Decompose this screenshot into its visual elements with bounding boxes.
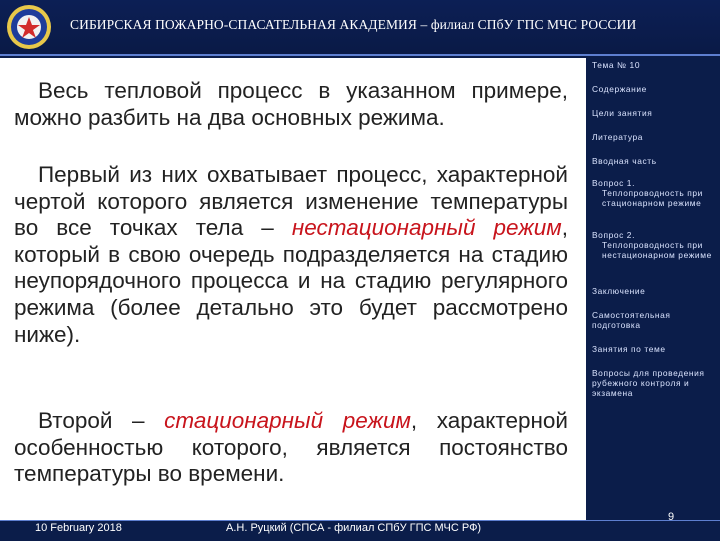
paragraph-intro: Весь тепловой процесс в указанном примере, можно разбить на два основных режима.	[14, 78, 568, 130]
nav-item-question-1[interactable]	[592, 178, 716, 208]
nav-item-label: Литература	[592, 132, 644, 142]
paragraph-text: Первый из них охватывает процесс, характерной чертой которого является изменение температуры во все точках тела –	[14, 162, 568, 241]
nav-item-conclusion[interactable]	[592, 286, 716, 296]
paragraph-text: , который в свою очередь подразделяется на стадию неупорядочного процесса и на стадию регулярного режима (более детально это будет рассмотрено ниже).	[14, 215, 568, 347]
nav-item-question-2[interactable]	[592, 230, 716, 260]
footer-author: А.Н. Руцкий (СПСА - филиал СПбУ ГПС МЧС РФ)	[226, 522, 482, 534]
nav-item-classes[interactable]	[592, 344, 716, 354]
nav-item-goals[interactable]	[592, 108, 716, 118]
nav-item-label: Тема № 10	[592, 60, 641, 70]
nav-item-label: Вводная часть	[592, 156, 657, 166]
nav-item-label: Заключение	[592, 286, 646, 296]
nav-item-label: Занятия по теме	[592, 344, 666, 354]
paragraph-text: , характерной особенностью которого, является постоянство температуры во времени.	[14, 408, 568, 487]
nav-item-label: Вопрос 2.	[592, 230, 635, 240]
nav-item-exam-questions[interactable]	[592, 368, 716, 398]
paragraph-first-mode	[14, 162, 568, 348]
nav-item-label: Вопросы для проведения рубежного контроля и экзамена	[592, 368, 705, 398]
sidebar-nav	[590, 58, 720, 520]
term-stationary: стационарный режим	[164, 408, 411, 433]
nav-item-sublabel: Теплопроводность при стационарном режиме	[602, 188, 703, 208]
nav-item-self-study[interactable]	[592, 310, 716, 330]
page-number: 9	[668, 511, 675, 523]
academy-emblem-icon	[6, 4, 52, 50]
nav-item-contents[interactable]	[592, 84, 716, 94]
nav-item-label: Вопрос 1.	[592, 178, 635, 188]
nav-item-intro[interactable]	[592, 156, 716, 166]
nav-item-label: Самостоятельная подготовка	[592, 310, 671, 330]
slide-content	[0, 58, 586, 520]
nav-item-topic[interactable]	[592, 60, 716, 70]
page-title: СИБИРСКАЯ ПОЖАРНО-СПАСАТЕЛЬНАЯ АКАДЕМИЯ – филиал СПбУ ГПС МЧС РОССИИ	[70, 17, 637, 32]
paragraph-second-mode	[14, 408, 568, 488]
nav-item-literature[interactable]	[592, 132, 716, 142]
header-bar	[0, 0, 720, 56]
paragraph-text: Второй –	[38, 408, 165, 433]
term-nonstationary: нестационарный режим	[291, 215, 562, 241]
nav-item-label: Цели занятия	[592, 108, 653, 118]
nav-item-label: Содержание	[592, 84, 647, 94]
footer-date: 10 February 2018	[35, 522, 122, 534]
nav-item-sublabel: Теплопроводность при нестационарном режиме	[602, 240, 712, 260]
